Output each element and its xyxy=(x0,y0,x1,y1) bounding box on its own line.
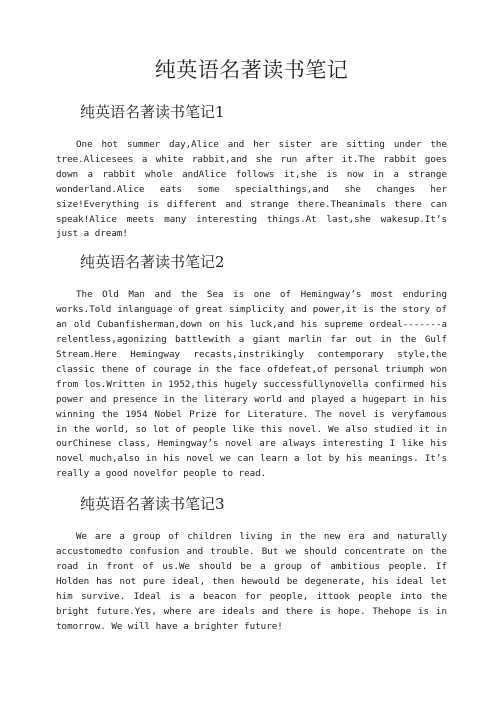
section-body-3: We are a group of children living in the new era and naturally accustomedto confusion and trouble. But we should concentrate on the road in front of us.We should be a group of ambitious people. If Holden has not pure ideal, then hewould be degenerate, his ideal let him survive. Ideal is a beacon for people, ittook people into the bright future.Yes, where are ideals and there is hope. Thehope is in tomorrow. We will have a brighter future! xyxy=(56,531,447,632)
section-heading-2: 纯英语名著读书笔记2 xyxy=(80,253,225,272)
section-heading-3: 纯英语名著读书笔记3 xyxy=(80,495,225,514)
section-body-1: One hot summer day,Alice and her sister are sitting under the tree.Alicesees a white rabbit,and she run after it.The rabbit goes down a rabbit whole andAlice follows it,she is now in a strange wonderland.Alice eats some specialthings,and she changes her size!Everything is different and strange there.Theanimals there can speak!Alice meets many interesting things.At last,she wakesup.It’s just a dream! xyxy=(56,139,447,240)
section-body-2: The Old Man and the Sea is one of Hemingway’s most enduring works.Told inlanguage of great simplicity and power,it is the story of an old Cubanfisherman,down on his luck,and his supreme ordeal-------a relentless,agonizing battlewith a giant marlin far out in the Gulf Stream.Here Hemingway recasts,instrikingly contemporary style,the classic thene of courage in the face ofdefeat,of personal triumph won from los.Written in 1952,this hugely successfullynovella confirmed his power and presence in the literary world and played a hugepart in his winning the 1954 Nobel Prize for Literature. The novel is veryfamous in the world, so lot of people like this novel. We also studied it in ourChinese class, Hemingway’s novel are always interesting I like his novel much,also in his novel we can learn a lot by his meanings. It’s really a good novelfor people to read. xyxy=(56,289,447,480)
document-title: 纯英语名著读书笔记 xyxy=(154,58,349,82)
section-heading-1: 纯英语名著读书笔记1 xyxy=(80,103,225,121)
